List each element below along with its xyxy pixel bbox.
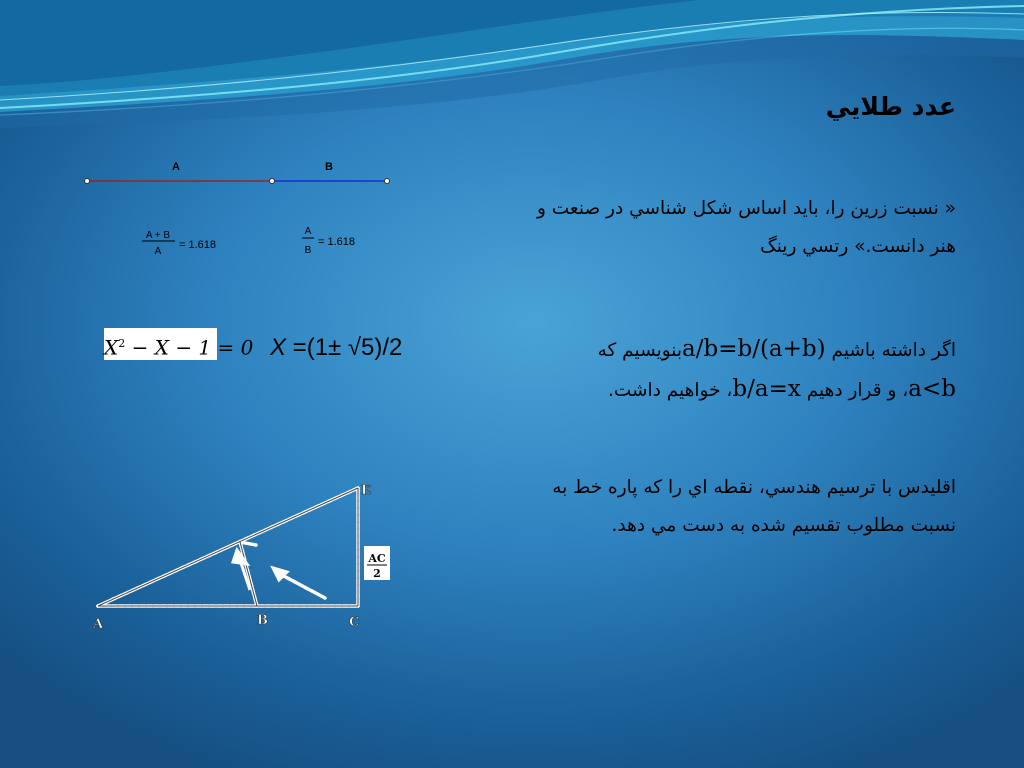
derivation-prefix: اگر داشته باشيم [831,340,956,361]
svg-text:2: 2 [373,567,381,580]
segment-endpoint-right [385,179,390,184]
ratio2-numerator: A [304,226,312,237]
derivation-suffix: بنويسيم که [597,340,683,361]
condition-formula: a<b [908,376,956,402]
vertex-e-label: E [361,483,371,498]
euclid-line-2: نسبت مطلوب تقسيم شده به دست مي دهد. [611,515,956,536]
quote-line-1: « نسبت زرين را، بايد اساس شکل شناسي در صنعت و [536,198,956,219]
ratio2-value: = 1.618 [318,236,356,248]
segment-label-b: B [325,161,333,173]
paragraph-golden-ratio-quote [396,190,956,266]
derivation-end: ، خواهيم داشت. [607,380,733,401]
quadratic-equation-image: $X^2 - X - 1 = 0$ [104,328,217,360]
euclid-triangle-construction [85,470,405,645]
derivation-mid: ، و قرار دهيم [806,380,909,401]
paragraph-ratio-derivation [456,330,956,410]
quote-line-2: هنر دانست.» رتسي رينگ [760,236,956,257]
paragraph-euclid-construction [396,469,956,545]
ratio-formula: a/b=b/(a+b) [682,336,826,362]
segment-endpoint-left [85,179,90,184]
ratio1-denominator: A [154,246,162,257]
ratio1-numerator: A + B [145,230,171,241]
golden-ratio-root-formula: X =(1± √5)/2 [270,334,403,361]
x-definition-formula: b/a=x [732,376,801,402]
segment-division-point [270,179,275,184]
arrow-shaft [280,574,325,598]
derivation-line-1 [456,330,956,370]
slide-title: عدد طلايي [825,92,956,121]
euclid-line-1: اقليدس با ترسيم هندسي، نقطه اي را که پاره خط به [552,477,956,498]
line-segment-diagram [78,150,398,270]
ratio1-value: = 1.618 [179,239,217,251]
vertex-b-label: B [257,613,268,628]
vertex-a-label: A [93,617,104,632]
segment-label-a: A [172,161,180,173]
side-label: AC [368,552,386,565]
vertex-c-label: C [349,615,360,630]
derivation-line-2 [456,370,956,410]
ratio2-denominator: B [304,245,312,256]
